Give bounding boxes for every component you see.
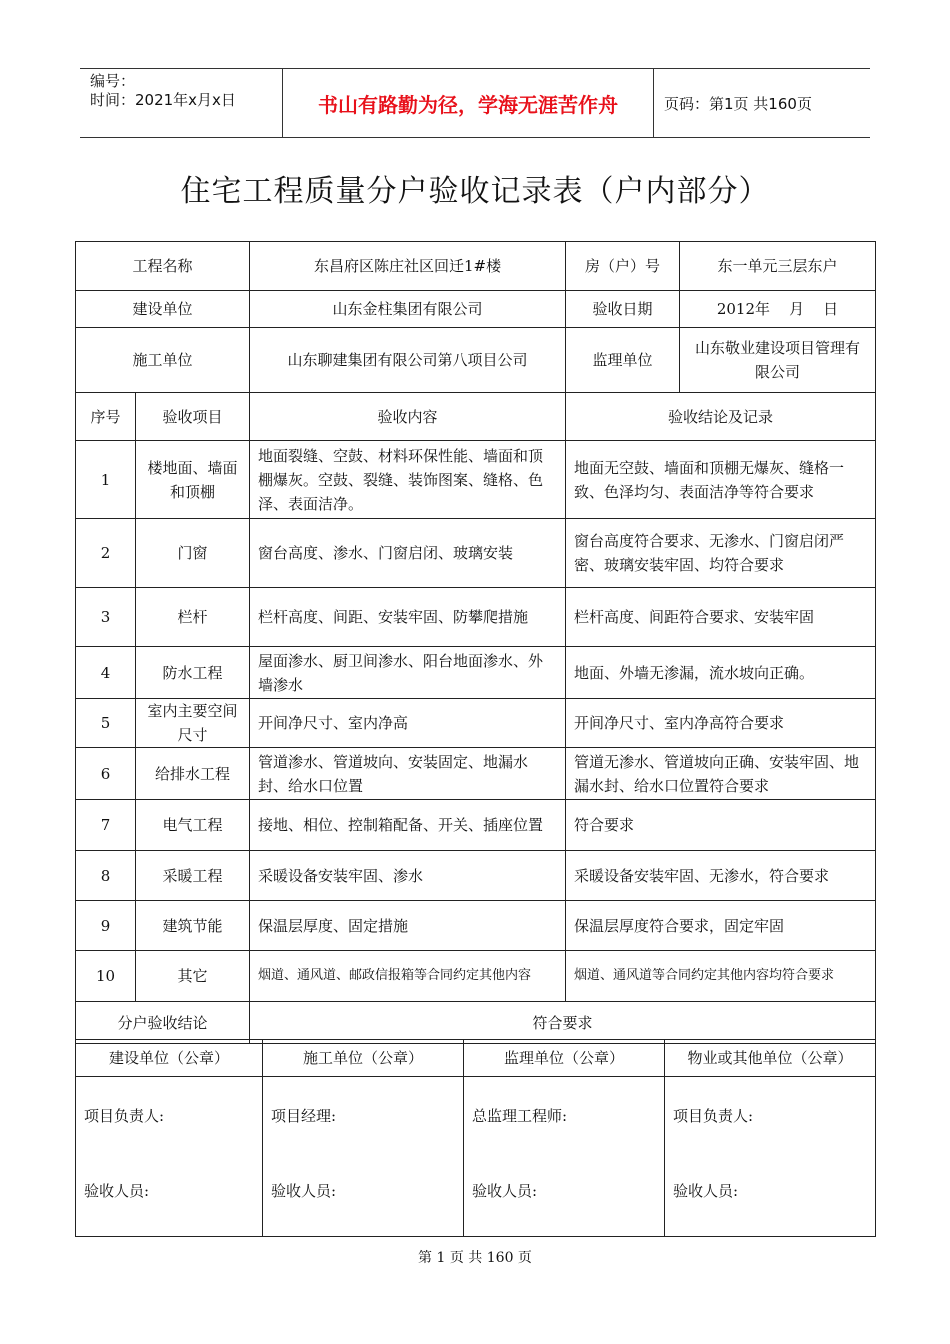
header-meta <box>80 69 282 137</box>
contractor-value: 山东聊建集团有限公司第八项目公司 <box>250 328 566 393</box>
sig-cell-supervisor <box>464 1077 665 1237</box>
date-label: 验收日期 <box>566 291 680 328</box>
header-page-info: 页码：第1页 共160页 <box>664 94 812 113</box>
row-result: 保温层厚度符合要求，固定牢固 <box>566 901 876 951</box>
row-no: 4 <box>76 647 136 699</box>
project-name-value: 东昌府区陈庄社区回迁1#楼 <box>250 242 566 291</box>
sig-cell-builder <box>76 1077 263 1237</box>
table-row <box>76 901 876 951</box>
row-no: 2 <box>76 519 136 588</box>
row-result: 符合要求 <box>566 800 876 851</box>
project-name-label: 工程名称 <box>76 242 250 291</box>
row-content: 栏杆高度、间距、安装牢固、防攀爬措施 <box>250 588 566 647</box>
row-no: 9 <box>76 901 136 951</box>
row-no: 3 <box>76 588 136 647</box>
supervisor-label: 监理单位 <box>566 328 680 393</box>
row-item: 室内主要空间尺寸 <box>136 699 250 748</box>
row-result: 采暖设备安装牢固、无渗水，符合要求 <box>566 851 876 901</box>
info-row-contractor <box>76 328 876 393</box>
page-header <box>80 68 870 138</box>
row-content: 烟道、通风道、邮政信报箱等合同约定其他内容 <box>250 951 566 1002</box>
code-label: 编号： <box>90 72 136 90</box>
col-header-content: 验收内容 <box>250 393 566 441</box>
sig-second-line: 验收人员: <box>673 1182 739 1200</box>
col-header-result: 验收结论及记录 <box>566 393 876 441</box>
table-row <box>76 588 876 647</box>
col-header-no: 序号 <box>76 393 136 441</box>
row-content: 接地、相位、控制箱配备、开关、插座位置 <box>250 800 566 851</box>
sig-cell-contractor <box>263 1077 464 1237</box>
document-title: 住宅工程质量分户验收记录表（户内部分） <box>180 174 770 209</box>
row-no: 10 <box>76 951 136 1002</box>
supervisor-value: 山东敬业建设项目管理有限公司 <box>680 328 876 393</box>
table-row <box>76 519 876 588</box>
table-row <box>76 647 876 699</box>
page-footer: 第 1 页 共 160 页 <box>418 1250 532 1266</box>
sig-first-line: 总监理工程师: <box>472 1107 568 1125</box>
sig-second-line: 验收人员: <box>472 1182 538 1200</box>
col-header-item: 验收项目 <box>136 393 250 441</box>
sig-header-contractor: 施工单位（公章） <box>263 1040 464 1077</box>
room-value: 东一单元三层东户 <box>680 242 876 291</box>
row-result: 地面无空鼓、墙面和顶棚无爆灰、缝格一致、色泽均匀、表面洁净等符合要求 <box>566 441 876 519</box>
builder-value: 山东金柱集团有限公司 <box>250 291 566 328</box>
sig-header-supervisor: 监理单位（公章） <box>464 1040 665 1077</box>
row-item: 防水工程 <box>136 647 250 699</box>
row-content: 屋面渗水、厨卫间渗水、阳台地面渗水、外墙渗水 <box>250 647 566 699</box>
row-content: 地面裂缝、空鼓、材料环保性能、墙面和顶棚爆灰。空鼓、裂缝、装饰图案、缝格、色泽、表面洁净。 <box>250 441 566 519</box>
sig-cell-property <box>665 1077 876 1237</box>
sig-second-line: 验收人员: <box>271 1182 337 1200</box>
column-header-row <box>76 393 876 441</box>
header-motto: 书山有路勤为径，学海无涯苦作舟 <box>282 69 654 137</box>
conclusion-value: 符合要求 <box>250 1002 876 1044</box>
row-no: 8 <box>76 851 136 901</box>
row-result: 窗台高度符合要求、无渗水、门窗启闭严密、玻璃安装牢固、均符合要求 <box>566 519 876 588</box>
date-line: 时间：2021年x月x日 <box>90 91 236 109</box>
row-no: 7 <box>76 800 136 851</box>
row-result: 烟道、通风道等合同约定其他内容均符合要求 <box>566 951 876 1002</box>
conclusion-row <box>76 1002 876 1044</box>
row-content: 采暖设备安装牢固、渗水 <box>250 851 566 901</box>
row-result: 管道无渗水、管道坡向正确、安装牢固、地漏水封、给水口位置符合要求 <box>566 748 876 800</box>
room-label: 房（户）号 <box>566 242 680 291</box>
contractor-label: 施工单位 <box>76 328 250 393</box>
row-result: 开间净尺寸、室内净高符合要求 <box>566 699 876 748</box>
row-content: 管道渗水、管道坡向、安装固定、地漏水封、给水口位置 <box>250 748 566 800</box>
sig-first-line: 项目负责人: <box>673 1107 754 1125</box>
sig-first-line: 项目负责人: <box>84 1107 165 1125</box>
builder-label: 建设单位 <box>76 291 250 328</box>
signature-body-row <box>76 1077 876 1237</box>
row-no: 5 <box>76 699 136 748</box>
row-item: 栏杆 <box>136 588 250 647</box>
row-item: 给排水工程 <box>136 748 250 800</box>
row-item: 采暖工程 <box>136 851 250 901</box>
row-content: 开间净尺寸、室内净高 <box>250 699 566 748</box>
sig-second-line: 验收人员: <box>84 1182 150 1200</box>
row-item: 建筑节能 <box>136 901 250 951</box>
row-item: 楼地面、墙面和顶棚 <box>136 441 250 519</box>
table-row <box>76 800 876 851</box>
table-row <box>76 699 876 748</box>
info-row-builder <box>76 291 876 328</box>
conclusion-label: 分户验收结论 <box>76 1002 250 1044</box>
row-no: 6 <box>76 748 136 800</box>
row-content: 保温层厚度、固定措施 <box>250 901 566 951</box>
row-item: 电气工程 <box>136 800 250 851</box>
date-value: 2012年 月 日 <box>680 291 876 328</box>
signature-header-row <box>76 1040 876 1077</box>
signature-table <box>75 1039 876 1237</box>
row-item: 其它 <box>136 951 250 1002</box>
table-row <box>76 951 876 1002</box>
inspection-table <box>75 241 876 1044</box>
row-result: 栏杆高度、间距符合要求、安装牢固 <box>566 588 876 647</box>
row-item: 门窗 <box>136 519 250 588</box>
info-row-project <box>76 242 876 291</box>
sig-header-property: 物业或其他单位（公章） <box>665 1040 876 1077</box>
sig-header-builder: 建设单位（公章） <box>76 1040 263 1077</box>
row-result: 地面、外墙无渗漏，流水坡向正确。 <box>566 647 876 699</box>
table-row <box>76 851 876 901</box>
table-row <box>76 441 876 519</box>
sig-first-line: 项目经理: <box>271 1107 337 1125</box>
row-no: 1 <box>76 441 136 519</box>
row-content: 窗台高度、渗水、门窗启闭、玻璃安装 <box>250 519 566 588</box>
table-row <box>76 748 876 800</box>
